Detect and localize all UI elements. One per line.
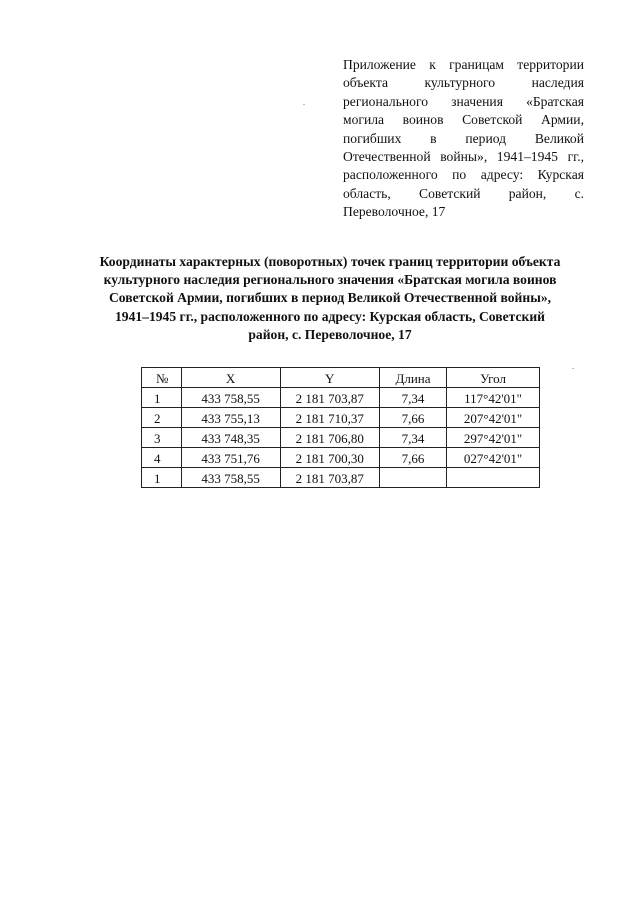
scan-speck [303,104,305,105]
annex-caption: Приложение к границам территории объекта культурного наследия регионального значения «Братская могила воинов Советской Армии, погибших в период Великой Отечественной войны», 1941–1945 гг., расположенного по адресу: Курская область, Советский район, с. Переволочное, 17 [343,57,584,220]
column-header-x: X [181,368,280,388]
cell-x: 433 758,55 [181,388,280,408]
scan-speck [572,368,574,369]
column-header-y: Y [280,368,379,388]
document-title: Координаты характерных (поворотных) точек границ территории объекта культурного наследия регионального значения «Братская могила воинов Советской Армии, погибших в период Великой Отечественной войны», 1941–1945 гг., расположенного по адресу: Курская область, Советский район, с. Переволочное, 17 [99,254,561,342]
coordinates-table [141,367,540,488]
cell-angle: 297°42'01" [447,428,540,448]
column-header-length: Длина [379,368,446,388]
column-header-number: № [142,368,182,388]
cell-number: 3 [142,428,182,448]
cell-y: 2 181 706,80 [280,428,379,448]
cell-y: 2 181 710,37 [280,408,379,428]
cell-length [379,468,446,488]
table-row [142,468,540,488]
cell-angle: 117°42'01" [447,388,540,408]
cell-angle: 207°42'01" [447,408,540,428]
cell-y: 2 181 703,87 [280,388,379,408]
cell-number: 1 [142,388,182,408]
cell-angle: 027°42'01" [447,448,540,468]
cell-length: 7,34 [379,388,446,408]
cell-number: 4 [142,448,182,468]
cell-number: 1 [142,468,182,488]
table-row [142,428,540,448]
cell-length: 7,66 [379,448,446,468]
cell-x: 433 748,35 [181,428,280,448]
cell-x: 433 751,76 [181,448,280,468]
table-header-row [142,368,540,388]
table-row [142,448,540,468]
cell-y: 2 181 700,30 [280,448,379,468]
cell-y: 2 181 703,87 [280,468,379,488]
cell-x: 433 758,55 [181,468,280,488]
cell-length: 7,34 [379,428,446,448]
table-row [142,388,540,408]
cell-angle [447,468,540,488]
cell-number: 2 [142,408,182,428]
column-header-angle: Угол [447,368,540,388]
cell-length: 7,66 [379,408,446,428]
table-row [142,408,540,428]
cell-x: 433 755,13 [181,408,280,428]
